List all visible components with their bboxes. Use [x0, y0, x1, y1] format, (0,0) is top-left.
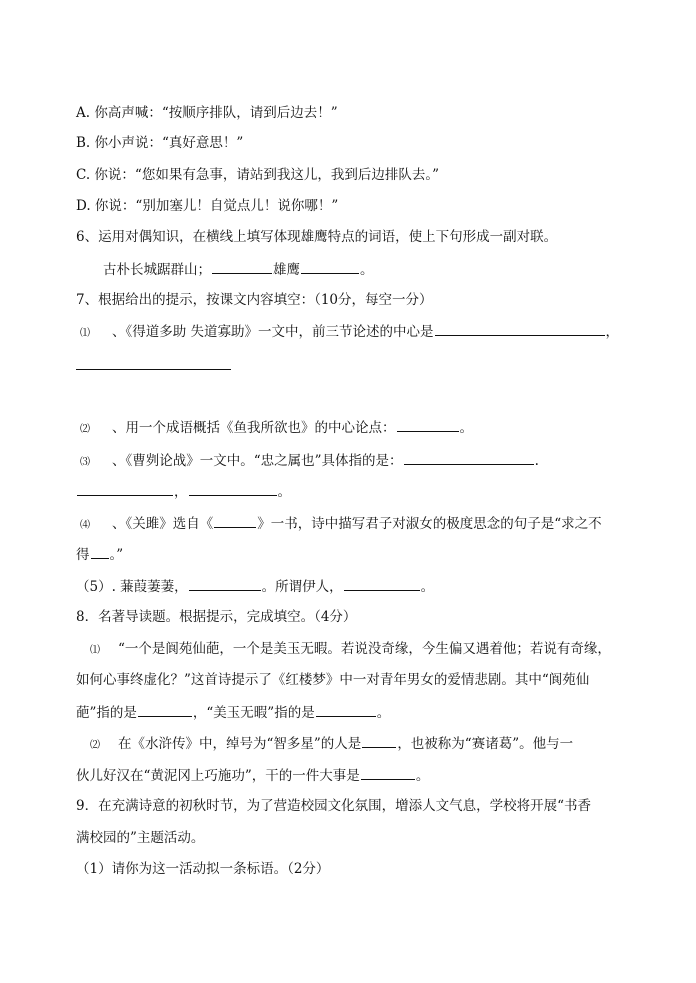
item-end: 。 [277, 484, 291, 500]
answer-blank[interactable] [316, 703, 376, 717]
item-marker: ⑴ [80, 328, 90, 339]
q6-line-end: 。 [360, 262, 374, 278]
item-marker: ⑴ [90, 645, 100, 656]
item-text: 在《水浒传》中，绰号为“智多星”的人是 [118, 736, 362, 752]
answer-blank[interactable] [344, 577, 420, 591]
item-end: 。” [109, 547, 124, 563]
answer-blank[interactable] [91, 545, 109, 559]
q7-item-4 [80, 514, 602, 535]
answer-blank[interactable] [397, 418, 459, 432]
q7-stem: 7、根据给出的提示，按课文内容填空：（10分，每空一分） [76, 292, 433, 308]
answer-blank[interactable] [189, 482, 277, 496]
answer-blank[interactable] [404, 451, 534, 465]
q7-item-3 [80, 451, 539, 472]
item-end: 。 [376, 705, 391, 721]
q6-couplet [103, 260, 374, 279]
q8-p2-line2 [76, 766, 429, 785]
item-end: ， [605, 324, 620, 340]
q8-stem: 8．名著导读题。根据提示，完成填空。（4分） [76, 609, 357, 625]
q9-sub1: （1）请你为这一活动拟一条标语。（2分） [76, 861, 330, 877]
q6-line-a: 古朴长城踞群山； [103, 262, 211, 278]
answer-blank[interactable] [214, 514, 256, 528]
item-text: 、用一个成语概括《鱼我所欲也》的中心论点： [112, 420, 396, 436]
q6-line-b: 雄鹰 [273, 262, 300, 278]
item-text: 、《得道多助 失道寡助》一文中，前三节论述的中心是 [112, 324, 434, 340]
item-text-mid: 。所谓伊人， [261, 579, 343, 595]
q8-p1-line2: 如何心事终虚化？”这首诗提示了《红楼梦》中一对青年男女的爱情悲剧。其中“阆苑仙 [76, 672, 590, 688]
answer-blank[interactable] [361, 766, 415, 780]
item-text: 、《曹刿论战》一文中。“忠之属也”具体指的是： [112, 453, 403, 469]
item-marker: ⑶ [80, 457, 90, 468]
q9-line1: 9．在充满诗意的初秋时节，为了营造校园文化氛围，增添人文气息，学校将开展“书香 [76, 798, 591, 814]
item-end: 。 [415, 768, 430, 784]
q7-item-4-continued [76, 545, 123, 564]
option-d: D. 你说：“别加塞儿！自觉点儿！说你哪！” [76, 198, 339, 214]
q6-stem: 6、运用对偶知识，在横线上填写体现雄鹰特点的词语，使上下句形成一副对联。 [76, 229, 558, 245]
q8-p1-line3 [76, 703, 390, 722]
item-marker: ⑵ [90, 740, 100, 751]
option-c: C. 你说：“您如果有急事，请站到我这儿，我到后边排队去。” [76, 167, 439, 183]
q7-item-3-continued [76, 482, 291, 501]
item-marker: ⑵ [80, 424, 90, 435]
item-text-mid: 》一书，诗中描写君子对淑女的极度思念的句子是“求之不 [257, 516, 602, 532]
item-end: . [534, 453, 539, 469]
answer-blank[interactable] [76, 369, 231, 370]
item-text: 伙儿好汉在“黄泥冈上巧施功”，干的一件大事是 [76, 768, 360, 784]
q8-p1-line1 [90, 640, 611, 660]
item-end: 。 [420, 579, 435, 595]
item-text-mid: ，也被称为“赛诸葛”。他与一 [397, 736, 574, 752]
q7-item-1 [80, 322, 619, 343]
answer-blank[interactable] [77, 482, 173, 496]
item-text: 葩”指的是 [76, 705, 137, 721]
option-b: B. 你小声说：“真好意思！” [76, 135, 244, 151]
answer-blank[interactable] [362, 734, 396, 748]
q9-line2: 满校园的”主题活动。 [76, 830, 205, 846]
answer-blank[interactable] [212, 260, 272, 274]
item-marker: ⑷ [80, 520, 90, 531]
q7-item-5 [76, 577, 434, 596]
answer-blank[interactable] [435, 322, 605, 336]
item-separator: ， [174, 484, 188, 500]
item-text: （5）. 蒹葭萋萋， [76, 579, 188, 595]
item-text: 、《关雎》选自《 [112, 516, 214, 532]
item-end: 。 [459, 420, 473, 436]
item-text-mid: ，“美玉无暇”指的是 [192, 705, 315, 721]
answer-blank[interactable] [301, 260, 359, 274]
item-text: 得 [76, 547, 90, 563]
q8-p2-line1 [90, 734, 573, 755]
q7-item-2 [80, 418, 473, 439]
answer-blank[interactable] [189, 577, 261, 591]
answer-blank[interactable] [138, 703, 192, 717]
item-text: “一个是阆苑仙葩，一个是美玉无暇。若说没奇缘，今生偏又遇着他；若说有奇缘， [118, 641, 611, 657]
option-a: A. 你高声喊：“按顺序排队，请到后边去！” [76, 105, 338, 121]
